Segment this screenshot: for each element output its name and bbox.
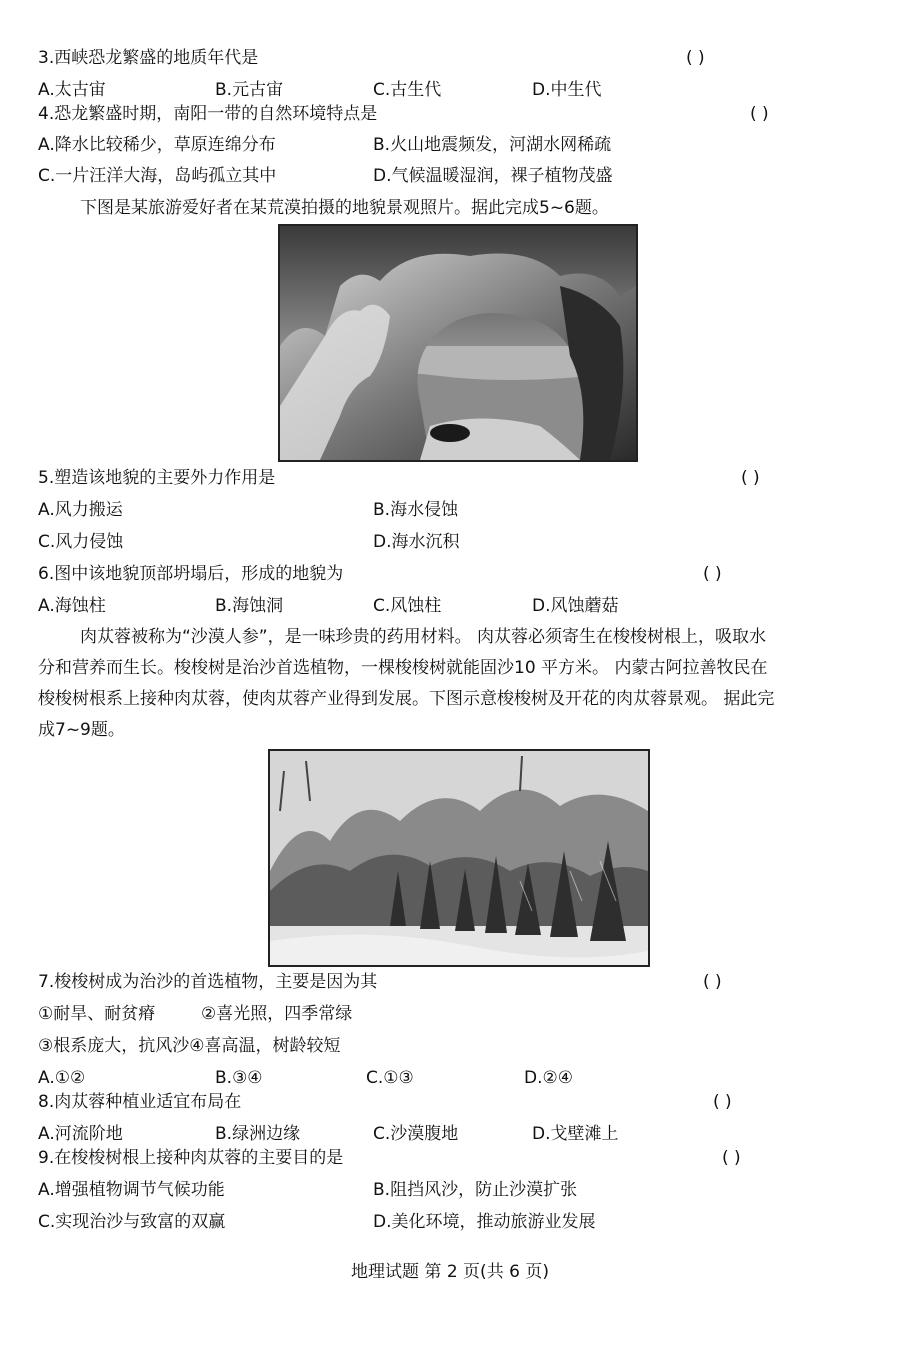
- q8-option-c: C.沙漠腹地: [373, 1124, 459, 1144]
- intro-line-1: 肉苁蓉被称为“沙漠人参”，是一味珍贵的药用材料。 肉苁蓉必须寄生在梭梭树根上，吸取水: [80, 627, 767, 647]
- q9-option-a: A.增强植物调节气候功能: [38, 1180, 225, 1200]
- q6-option-c: C.风蚀柱: [373, 596, 442, 616]
- q7-option-c: C.①③: [366, 1068, 414, 1088]
- q7-option-b: B.③④: [215, 1068, 263, 1088]
- q7-statement-1: ①耐旱、耐贫瘠: [38, 1004, 156, 1024]
- q6-option-a: A.海蚀柱: [38, 596, 106, 616]
- q7-statement-2: ②喜光照，四季常绿: [201, 1004, 353, 1024]
- answer-bracket-6: ( ): [703, 564, 722, 584]
- q4-option-b: B.火山地震频发，河湖水网稀疏: [373, 135, 612, 155]
- answer-bracket-4: ( ): [750, 104, 769, 124]
- question-3-stem: 3.西峡恐龙繁盛的地质年代是: [38, 48, 259, 68]
- q6-option-b: B.海蚀洞: [215, 596, 284, 616]
- q9-option-d: D.美化环境，推动旅游业发展: [373, 1212, 596, 1232]
- q5-option-c: C.风力侵蚀: [38, 532, 124, 552]
- question-8-stem: 8.肉苁蓉种植业适宜布局在: [38, 1092, 242, 1112]
- question-4-stem: 4.恐龙繁盛时期，南阳一带的自然环境特点是: [38, 104, 378, 124]
- q4-option-a: A.降水比较稀少，草原连绵分布: [38, 135, 276, 155]
- question-7-stem: 7.梭梭树成为治沙的首选植物，主要是因为其: [38, 972, 378, 992]
- q9-option-b: B.阻挡风沙，防止沙漠扩张: [373, 1180, 578, 1200]
- question-9-stem: 9.在梭梭树根上接种肉苁蓉的主要目的是: [38, 1148, 344, 1168]
- q8-option-d: D.戈壁滩上: [532, 1124, 619, 1144]
- intro-line-2: 分和营养而生长。梭梭树是治沙首选植物，一棵梭梭树就能固沙10 平方米。 内蒙古阿拉善牧民在: [38, 658, 768, 678]
- q3-option-d: D.中生代: [532, 80, 602, 100]
- answer-bracket-8: ( ): [713, 1092, 732, 1112]
- answer-bracket-7: ( ): [703, 972, 722, 992]
- question-6-stem: 6.图中该地貌顶部坍塌后，形成的地貌为: [38, 564, 344, 584]
- answer-bracket-9: ( ): [722, 1148, 741, 1168]
- q6-option-d: D.风蚀蘑菇: [532, 596, 619, 616]
- q5-option-b: B.海水侵蚀: [373, 500, 459, 520]
- intro-line-3: 梭梭树根系上接种肉苁蓉，使肉苁蓉产业得到发展。下图示意梭梭树及开花的肉苁蓉景观。 据此完: [38, 689, 775, 709]
- q3-option-b: B.元古宙: [215, 80, 284, 100]
- q4-option-c: C.一片汪洋大海，岛屿孤立其中: [38, 166, 277, 186]
- intro-questions-5-6: 下图是某旅游爱好者在某荒漠拍摄的地貌景观照片。据此完成5~6题。: [80, 198, 609, 218]
- q8-option-a: A.河流阶地: [38, 1124, 123, 1144]
- q5-option-a: A.风力搬运: [38, 500, 123, 520]
- q3-option-c: C.古生代: [373, 80, 442, 100]
- intro-questions-7-9: [38, 622, 860, 746]
- desert-arch-photo: [278, 224, 638, 462]
- q8-option-b: B.绿洲边缘: [215, 1124, 301, 1144]
- q7-option-d: D.②④: [524, 1068, 573, 1088]
- q9-option-c: C.实现治沙与致富的双赢: [38, 1212, 226, 1232]
- q4-option-d: D.气候温暖湿润，裸子植物茂盛: [373, 166, 613, 186]
- question-5-stem: 5.塑造该地貌的主要外力作用是: [38, 468, 276, 488]
- q3-option-a: A.太古宙: [38, 80, 106, 100]
- page-footer: 地理试题 第 2 页(共 6 页): [351, 1262, 549, 1282]
- q7-statement-3-4: ③根系庞大，抗风沙④喜高温，树龄较短: [38, 1036, 341, 1056]
- q5-option-d: D.海水沉积: [373, 532, 460, 552]
- answer-bracket-5: ( ): [741, 468, 760, 488]
- saxaul-cistanche-photo: [268, 749, 650, 967]
- q7-option-a: A.①②: [38, 1068, 86, 1088]
- intro-line-4: 成7~9题。: [38, 720, 125, 740]
- answer-bracket-3: ( ): [686, 48, 705, 68]
